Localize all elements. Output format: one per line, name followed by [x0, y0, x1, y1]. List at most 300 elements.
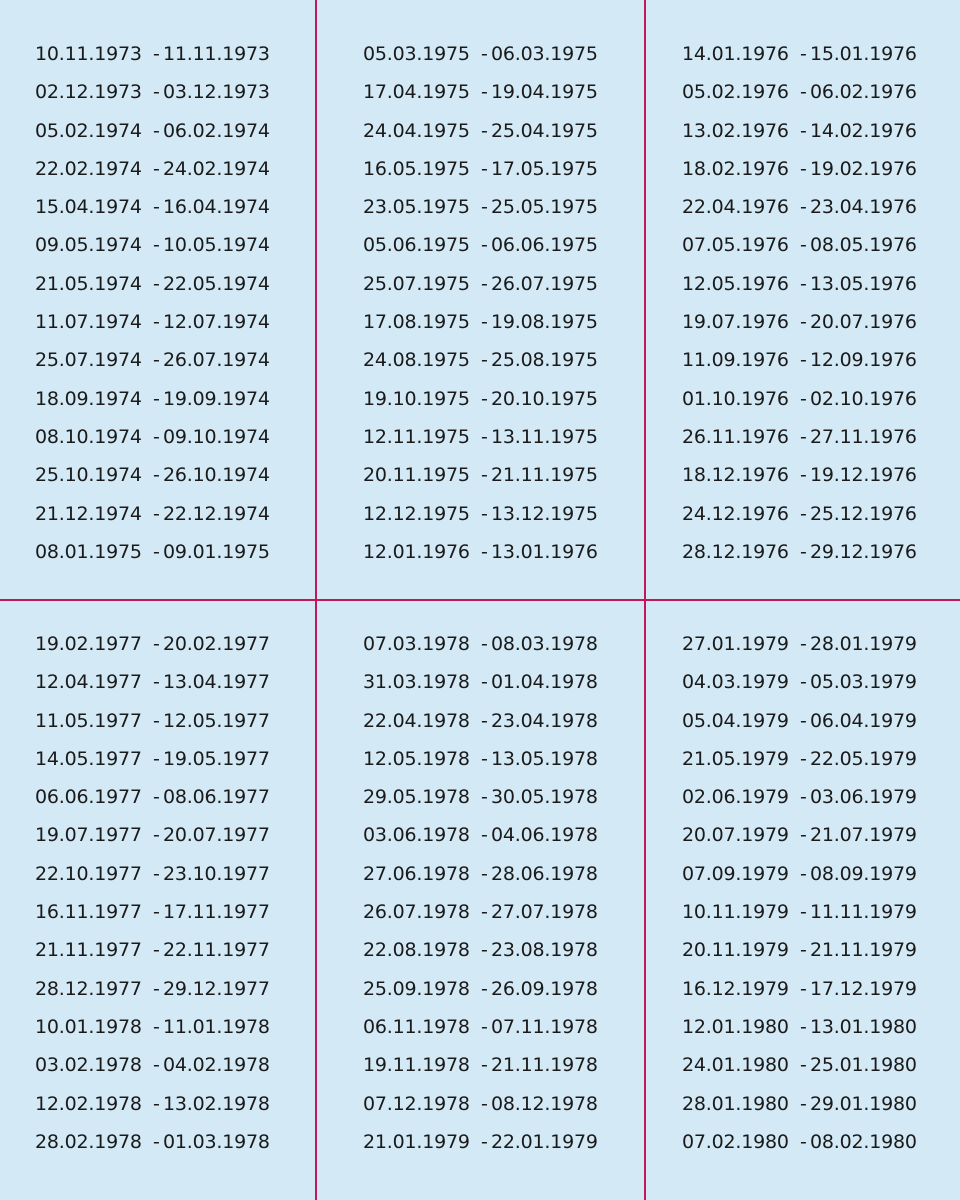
range-start-date: 18.02.1976 — [682, 157, 789, 180]
range-start-date: 18.12.1976 — [682, 464, 789, 487]
range-end-date: 04.02.1978 — [163, 1054, 270, 1077]
range-end-date: 26.10.1974 — [163, 464, 270, 487]
range-end-date: 26.07.1974 — [163, 349, 270, 372]
range-separator: - — [153, 824, 160, 847]
range-separator: - — [153, 157, 160, 180]
range-start-date: 22.04.1976 — [682, 196, 789, 219]
date-range-row — [363, 495, 663, 533]
range-separator: - — [800, 119, 807, 142]
range-separator: - — [481, 43, 488, 65]
date-range-row — [363, 418, 663, 456]
range-start-date: 19.11.1978 — [363, 1054, 470, 1077]
range-end-date: 13.12.1975 — [491, 502, 598, 525]
range-separator: - — [481, 977, 488, 1000]
range-start-date: 24.08.1975 — [363, 349, 470, 372]
date-range-row — [35, 303, 335, 341]
date-range-row — [363, 303, 663, 341]
range-start-date: 16.11.1977 — [35, 901, 142, 924]
range-separator: - — [481, 81, 488, 104]
date-range-row — [35, 150, 335, 188]
range-end-date: 06.06.1975 — [491, 234, 598, 257]
date-range-row — [35, 73, 335, 111]
range-separator: - — [481, 671, 488, 694]
range-separator: - — [153, 747, 160, 770]
panel-2 — [363, 35, 663, 571]
range-start-date: 07.09.1979 — [682, 862, 789, 885]
range-separator: - — [481, 901, 488, 924]
range-start-date: 07.12.1978 — [363, 1092, 470, 1115]
range-start-date: 25.07.1975 — [363, 272, 470, 295]
range-separator: - — [153, 311, 160, 334]
range-end-date: 20.02.1977 — [163, 633, 270, 655]
range-start-date: 25.10.1974 — [35, 464, 142, 487]
range-end-date: 04.06.1978 — [491, 824, 598, 847]
range-end-date: 03.06.1979 — [810, 786, 917, 809]
range-start-date: 28.01.1980 — [682, 1092, 789, 1115]
range-end-date: 21.11.1975 — [491, 464, 598, 487]
date-range-row — [682, 533, 960, 571]
range-start-date: 22.04.1978 — [363, 709, 470, 732]
date-range-row — [682, 303, 960, 341]
range-end-date: 13.01.1976 — [491, 540, 598, 563]
range-start-date: 25.09.1978 — [363, 977, 470, 1000]
range-end-date: 21.07.1979 — [810, 824, 917, 847]
date-range-row — [682, 456, 960, 494]
range-end-date: 08.09.1979 — [810, 862, 917, 885]
panel-5 — [363, 625, 663, 1161]
range-start-date: 02.06.1979 — [682, 786, 789, 809]
date-range-row — [35, 380, 335, 418]
date-range-row — [363, 533, 663, 571]
range-end-date: 11.11.1979 — [810, 901, 917, 924]
range-end-date: 12.09.1976 — [810, 349, 917, 372]
range-start-date: 27.01.1979 — [682, 633, 789, 655]
range-separator: - — [800, 786, 807, 809]
range-end-date: 26.07.1975 — [491, 272, 598, 295]
range-start-date: 13.02.1976 — [682, 119, 789, 142]
range-separator: - — [153, 425, 160, 448]
date-range-row — [682, 418, 960, 456]
range-end-date: 17.11.1977 — [163, 901, 270, 924]
range-separator: - — [153, 1054, 160, 1077]
range-start-date: 12.05.1978 — [363, 747, 470, 770]
range-start-date: 20.11.1975 — [363, 464, 470, 487]
date-range-row — [682, 855, 960, 893]
date-range-row — [35, 702, 335, 740]
range-end-date: 06.02.1974 — [163, 119, 270, 142]
date-range-row — [35, 855, 335, 893]
range-separator: - — [153, 196, 160, 219]
range-end-date: 29.12.1977 — [163, 977, 270, 1000]
date-range-row — [35, 456, 335, 494]
range-start-date: 01.10.1976 — [682, 387, 789, 410]
range-separator: - — [481, 633, 488, 655]
date-range-row — [35, 1008, 335, 1046]
range-start-date: 06.06.1977 — [35, 786, 142, 809]
range-end-date: 14.02.1976 — [810, 119, 917, 142]
range-end-date: 15.01.1976 — [810, 43, 917, 65]
range-end-date: 08.06.1977 — [163, 786, 270, 809]
date-range-row — [682, 188, 960, 226]
range-separator: - — [153, 464, 160, 487]
range-start-date: 11.07.1974 — [35, 311, 142, 334]
range-end-date: 20.07.1977 — [163, 824, 270, 847]
range-end-date: 24.02.1974 — [163, 157, 270, 180]
range-start-date: 06.11.1978 — [363, 1015, 470, 1038]
range-end-date: 05.03.1979 — [810, 671, 917, 694]
range-start-date: 24.04.1975 — [363, 119, 470, 142]
range-separator: - — [800, 81, 807, 104]
range-end-date: 19.05.1977 — [163, 747, 270, 770]
date-range-row — [35, 418, 335, 456]
range-start-date: 12.11.1975 — [363, 425, 470, 448]
range-start-date: 11.09.1976 — [682, 349, 789, 372]
date-range-row — [682, 73, 960, 111]
range-separator: - — [153, 1015, 160, 1038]
range-end-date: 26.09.1978 — [491, 977, 598, 1000]
range-end-date: 16.04.1974 — [163, 196, 270, 219]
range-end-date: 27.07.1978 — [491, 901, 598, 924]
date-range-row — [682, 35, 960, 73]
panel-4 — [35, 625, 335, 1161]
range-start-date: 24.12.1976 — [682, 502, 789, 525]
range-start-date: 22.02.1974 — [35, 157, 142, 180]
range-separator: - — [481, 786, 488, 809]
range-separator: - — [800, 671, 807, 694]
date-range-row — [682, 495, 960, 533]
range-separator: - — [481, 540, 488, 563]
range-separator: - — [153, 671, 160, 694]
range-separator: - — [800, 387, 807, 410]
range-separator: - — [481, 709, 488, 732]
date-range-row — [35, 35, 335, 73]
range-end-date: 13.04.1977 — [163, 671, 270, 694]
date-range-row — [35, 1085, 335, 1123]
date-range-row — [35, 265, 335, 303]
range-start-date: 14.01.1976 — [682, 43, 789, 65]
range-start-date: 26.07.1978 — [363, 901, 470, 924]
range-start-date: 12.01.1976 — [363, 540, 470, 563]
date-range-row — [363, 150, 663, 188]
range-start-date: 10.11.1973 — [35, 43, 142, 65]
range-end-date: 12.07.1974 — [163, 311, 270, 334]
date-range-row — [682, 702, 960, 740]
date-range-row — [35, 663, 335, 701]
date-range-row — [363, 1085, 663, 1123]
range-separator: - — [153, 862, 160, 885]
range-end-date: 06.04.1979 — [810, 709, 917, 732]
date-range-row — [682, 1008, 960, 1046]
range-start-date: 12.12.1975 — [363, 502, 470, 525]
panel-6 — [682, 625, 960, 1161]
range-end-date: 25.12.1976 — [810, 502, 917, 525]
range-separator: - — [481, 939, 488, 962]
date-range-row — [35, 893, 335, 931]
range-end-date: 28.01.1979 — [810, 633, 917, 655]
range-end-date: 30.05.1978 — [491, 786, 598, 809]
range-separator: - — [800, 709, 807, 732]
range-separator: - — [153, 349, 160, 372]
date-range-row — [682, 1123, 960, 1161]
range-end-date: 25.08.1975 — [491, 349, 598, 372]
range-start-date: 09.05.1974 — [35, 234, 142, 257]
range-separator: - — [800, 157, 807, 180]
range-separator: - — [153, 901, 160, 924]
date-range-row — [682, 970, 960, 1008]
range-separator: - — [800, 862, 807, 885]
range-start-date: 03.02.1978 — [35, 1054, 142, 1077]
range-end-date: 11.01.1978 — [163, 1015, 270, 1038]
range-separator: - — [153, 43, 160, 65]
range-end-date: 25.05.1975 — [491, 196, 598, 219]
range-end-date: 11.11.1973 — [163, 43, 270, 65]
date-range-row — [363, 970, 663, 1008]
date-range-row — [35, 533, 335, 571]
date-range-row — [35, 112, 335, 150]
range-start-date: 26.11.1976 — [682, 425, 789, 448]
range-separator: - — [153, 540, 160, 563]
range-end-date: 12.05.1977 — [163, 709, 270, 732]
date-range-row — [35, 341, 335, 379]
range-end-date: 02.10.1976 — [810, 387, 917, 410]
range-separator: - — [800, 1130, 807, 1153]
range-separator: - — [800, 234, 807, 257]
range-end-date: 07.11.1978 — [491, 1015, 598, 1038]
range-separator: - — [481, 502, 488, 525]
range-end-date: 22.05.1979 — [810, 747, 917, 770]
range-start-date: 07.05.1976 — [682, 234, 789, 257]
date-range-row — [35, 778, 335, 816]
date-range-row — [35, 1123, 335, 1161]
date-range-row — [682, 625, 960, 663]
date-range-row — [363, 341, 663, 379]
range-separator: - — [800, 425, 807, 448]
range-start-date: 12.05.1976 — [682, 272, 789, 295]
range-separator: - — [153, 502, 160, 525]
range-start-date: 05.03.1975 — [363, 43, 470, 65]
range-start-date: 31.03.1978 — [363, 671, 470, 694]
range-end-date: 08.03.1978 — [491, 633, 598, 655]
range-separator: - — [481, 1054, 488, 1077]
range-separator: - — [153, 1130, 160, 1153]
range-end-date: 01.03.1978 — [163, 1130, 270, 1153]
range-end-date: 17.05.1975 — [491, 157, 598, 180]
range-end-date: 13.01.1980 — [810, 1015, 917, 1038]
range-start-date: 27.06.1978 — [363, 862, 470, 885]
panel-1 — [35, 35, 335, 571]
range-start-date: 02.12.1973 — [35, 81, 142, 104]
range-separator: - — [481, 272, 488, 295]
range-end-date: 27.11.1976 — [810, 425, 917, 448]
range-start-date: 12.02.1978 — [35, 1092, 142, 1115]
date-range-row — [363, 456, 663, 494]
range-separator: - — [153, 234, 160, 257]
range-separator: - — [153, 272, 160, 295]
range-end-date: 06.03.1975 — [491, 43, 598, 65]
range-start-date: 18.09.1974 — [35, 387, 142, 410]
date-range-row — [363, 855, 663, 893]
range-end-date: 23.10.1977 — [163, 862, 270, 885]
range-separator: - — [481, 311, 488, 334]
date-range-row — [682, 740, 960, 778]
date-range-row — [363, 112, 663, 150]
date-range-row — [363, 265, 663, 303]
date-range-row — [363, 35, 663, 73]
date-range-row — [363, 73, 663, 111]
range-separator: - — [800, 196, 807, 219]
range-separator: - — [153, 977, 160, 1000]
date-range-row — [35, 970, 335, 1008]
range-separator: - — [481, 1015, 488, 1038]
date-range-row — [682, 226, 960, 264]
range-end-date: 17.12.1979 — [810, 977, 917, 1000]
range-start-date: 19.10.1975 — [363, 387, 470, 410]
range-end-date: 13.05.1976 — [810, 272, 917, 295]
date-range-row — [682, 893, 960, 931]
range-start-date: 25.07.1974 — [35, 349, 142, 372]
range-start-date: 15.04.1974 — [35, 196, 142, 219]
date-range-row — [682, 778, 960, 816]
date-range-row — [682, 931, 960, 969]
range-end-date: 20.07.1976 — [810, 311, 917, 334]
panel-3 — [682, 35, 960, 571]
date-range-row — [363, 380, 663, 418]
range-separator: - — [481, 464, 488, 487]
range-start-date: 17.04.1975 — [363, 81, 470, 104]
range-end-date: 13.05.1978 — [491, 747, 598, 770]
date-range-row — [363, 740, 663, 778]
range-separator: - — [153, 387, 160, 410]
range-start-date: 04.03.1979 — [682, 671, 789, 694]
range-separator: - — [800, 901, 807, 924]
range-end-date: 22.01.1979 — [491, 1130, 598, 1153]
range-end-date: 08.02.1980 — [810, 1130, 917, 1153]
range-end-date: 13.11.1975 — [491, 425, 598, 448]
range-end-date: 01.04.1978 — [491, 671, 598, 694]
range-start-date: 29.05.1978 — [363, 786, 470, 809]
range-separator: - — [800, 824, 807, 847]
range-end-date: 19.04.1975 — [491, 81, 598, 104]
range-start-date: 12.04.1977 — [35, 671, 142, 694]
range-start-date: 05.06.1975 — [363, 234, 470, 257]
range-start-date: 14.05.1977 — [35, 747, 142, 770]
range-end-date: 28.06.1978 — [491, 862, 598, 885]
range-end-date: 13.02.1978 — [163, 1092, 270, 1115]
range-separator: - — [800, 939, 807, 962]
range-separator: - — [800, 540, 807, 563]
date-range-row — [682, 265, 960, 303]
range-start-date: 05.02.1974 — [35, 119, 142, 142]
range-separator: - — [800, 1015, 807, 1038]
range-end-date: 19.09.1974 — [163, 387, 270, 410]
range-separator: - — [153, 939, 160, 962]
date-range-row — [35, 1046, 335, 1084]
date-range-row — [363, 625, 663, 663]
range-separator: - — [800, 311, 807, 334]
range-end-date: 08.12.1978 — [491, 1092, 598, 1115]
date-range-row — [682, 341, 960, 379]
range-start-date: 28.12.1977 — [35, 977, 142, 1000]
range-start-date: 20.11.1979 — [682, 939, 789, 962]
range-end-date: 19.08.1975 — [491, 311, 598, 334]
range-start-date: 23.05.1975 — [363, 196, 470, 219]
range-end-date: 10.05.1974 — [163, 234, 270, 257]
range-separator: - — [481, 862, 488, 885]
range-start-date: 08.10.1974 — [35, 425, 142, 448]
range-end-date: 22.12.1974 — [163, 502, 270, 525]
date-range-row — [682, 1046, 960, 1084]
range-start-date: 22.10.1977 — [35, 862, 142, 885]
range-start-date: 21.11.1977 — [35, 939, 142, 962]
range-start-date: 11.05.1977 — [35, 709, 142, 732]
date-range-row — [363, 893, 663, 931]
range-separator: - — [800, 977, 807, 1000]
range-separator: - — [153, 633, 160, 655]
date-range-row — [363, 226, 663, 264]
range-separator: - — [800, 747, 807, 770]
date-range-row — [363, 188, 663, 226]
range-start-date: 19.07.1976 — [682, 311, 789, 334]
range-separator: - — [153, 786, 160, 809]
date-range-row — [363, 663, 663, 701]
range-end-date: 23.08.1978 — [491, 939, 598, 962]
range-separator: - — [481, 1092, 488, 1115]
range-end-date: 21.11.1978 — [491, 1054, 598, 1077]
range-start-date: 07.03.1978 — [363, 633, 470, 655]
date-range-row — [35, 625, 335, 663]
range-start-date: 16.12.1979 — [682, 977, 789, 1000]
range-start-date: 28.02.1978 — [35, 1130, 142, 1153]
range-start-date: 21.12.1974 — [35, 502, 142, 525]
date-range-row — [682, 663, 960, 701]
range-separator: - — [800, 272, 807, 295]
date-range-row — [35, 816, 335, 854]
range-start-date: 05.02.1976 — [682, 81, 789, 104]
range-end-date: 08.05.1976 — [810, 234, 917, 257]
range-start-date: 21.01.1979 — [363, 1130, 470, 1153]
range-start-date: 19.02.1977 — [35, 633, 142, 655]
date-range-row — [682, 816, 960, 854]
date-range-row — [35, 188, 335, 226]
range-start-date: 10.01.1978 — [35, 1015, 142, 1038]
date-range-row — [363, 1046, 663, 1084]
range-start-date: 17.08.1975 — [363, 311, 470, 334]
range-separator: - — [481, 196, 488, 219]
date-range-row — [35, 226, 335, 264]
date-range-row — [682, 150, 960, 188]
date-range-row — [363, 1123, 663, 1161]
range-separator: - — [481, 425, 488, 448]
date-range-row — [682, 1085, 960, 1123]
range-end-date: 22.11.1977 — [163, 939, 270, 962]
range-start-date: 24.01.1980 — [682, 1054, 789, 1077]
range-start-date: 12.01.1980 — [682, 1015, 789, 1038]
range-end-date: 22.05.1974 — [163, 272, 270, 295]
date-range-row — [363, 1008, 663, 1046]
range-separator: - — [481, 157, 488, 180]
range-end-date: 03.12.1973 — [163, 81, 270, 104]
range-end-date: 19.02.1976 — [810, 157, 917, 180]
range-separator: - — [153, 119, 160, 142]
range-end-date: 23.04.1976 — [810, 196, 917, 219]
range-separator: - — [481, 119, 488, 142]
range-separator: - — [481, 824, 488, 847]
range-start-date: 03.06.1978 — [363, 824, 470, 847]
range-start-date: 21.05.1974 — [35, 272, 142, 295]
range-separator: - — [800, 349, 807, 372]
range-end-date: 25.04.1975 — [491, 119, 598, 142]
date-range-row — [682, 380, 960, 418]
